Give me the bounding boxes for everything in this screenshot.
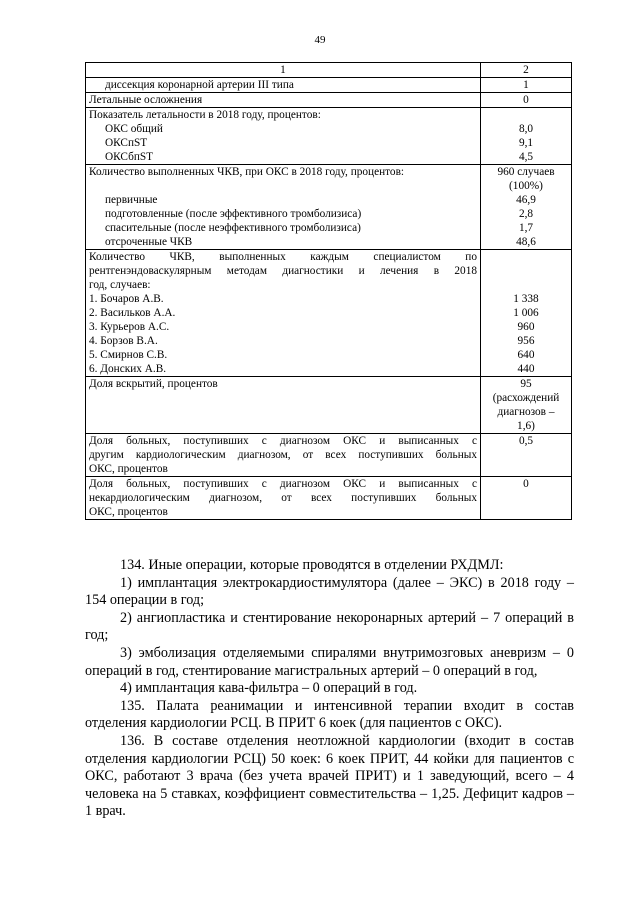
- row-value-line: 1 006: [513, 307, 539, 319]
- row-value-line: 95: [520, 378, 532, 390]
- row-label-line: спасительные (после неэффективного тромболизиса): [105, 222, 361, 234]
- row-label-line: отсроченные ЧКВ: [105, 236, 193, 248]
- row-label: [86, 165, 481, 250]
- row-label-line: Доля больных, поступивших с диагнозом ОКС и выписанных с: [89, 435, 477, 447]
- row-value: [481, 165, 572, 250]
- table-row: [86, 377, 572, 434]
- page-number: 49: [314, 34, 326, 46]
- paragraph: 134. Иные операции, которые проводятся в отделении РХДМЛ:: [120, 557, 504, 573]
- row-value-line: 8,0: [518, 123, 534, 135]
- body-text: [85, 557, 574, 821]
- row-label-line: первичные: [105, 194, 158, 206]
- row-value-line: 960: [517, 321, 535, 333]
- row-value-line: 48,6: [516, 236, 536, 248]
- row-value: [481, 434, 572, 477]
- row-label: [86, 477, 481, 520]
- table-row: [86, 93, 572, 108]
- row-value-line: 960 случаев: [497, 166, 555, 178]
- column-header-1: 1: [86, 63, 481, 78]
- row-value-line: 440: [517, 363, 535, 375]
- row-label-line: Показатель летальности в 2018 году, процентов:: [89, 109, 321, 121]
- table-row: [86, 165, 572, 250]
- row-value-line: 0: [523, 94, 529, 106]
- table-row: [86, 250, 572, 377]
- row-label-line: диссекция коронарной артерии III типа: [105, 79, 294, 91]
- paragraph: 2) ангиопластика и стентирование некоронарных артерий – 7 операций в год;: [85, 609, 574, 644]
- paragraph: 4) имплантация кава-фильтра – 0 операций в год.: [120, 680, 418, 697]
- row-value-line: диагнозов –: [497, 406, 555, 418]
- row-value-line: 956: [517, 335, 535, 347]
- row-value: [481, 250, 572, 377]
- row-label-line: другим кардиологическим диагнозом, от всех поступивших больных: [89, 449, 477, 461]
- row-label: [86, 93, 481, 108]
- row-label: [86, 108, 481, 165]
- row-value-line: [482, 278, 570, 292]
- row-label-line: 5. Смирнов С.В.: [89, 349, 168, 361]
- column-header-2: 2: [481, 63, 572, 78]
- row-value-line: 640: [517, 349, 535, 361]
- paragraph: 136. В составе отделения неотложной кардиологии (входит в состав отделения кардиологии РСЦ) 50 коек: 6 коек ПРИТ, 44 койки для пациентов с ОКС, работают 3 врача (без учета врачей ПРИТ) и 1 заведующий, всего – 4 человека на 5 ставках, коэффициент совместительства – 1,25. Дефицит кадров – 1 врач.: [85, 732, 574, 820]
- row-label-line: 6. Донских А.В.: [89, 363, 167, 375]
- row-label-line: рентгенэндоваскулярным методам диагностики и лечения в 2018: [89, 265, 477, 277]
- row-value-line: 0,5: [518, 435, 534, 447]
- row-value: [481, 477, 572, 520]
- row-label-line: некардиологическим диагнозом, от всех поступивших больных: [89, 492, 477, 504]
- row-value-line: 9,1: [518, 137, 534, 149]
- table-row: [86, 434, 572, 477]
- row-label-line: Доля вскрытий, процентов: [89, 378, 218, 390]
- row-value: [481, 78, 572, 93]
- row-label-line: 3. Курьеров А.С.: [89, 321, 170, 333]
- row-value-line: [482, 250, 570, 264]
- row-label: [86, 250, 481, 377]
- row-value-line: 1,6): [517, 420, 535, 432]
- paragraph: 3) эмболизация отделяемыми спиралями внутримозговых аневризм – 0 операций в год, стентирование магистральных артерий – 0 операций в год,: [85, 644, 574, 679]
- paragraph: 135. Палата реанимации и интенсивной терапии входит в состав отделения кардиологии РСЦ. В ПРИТ 6 коек (для пациентов с ОКС).: [85, 697, 574, 732]
- table-header-row: [86, 63, 572, 78]
- row-label-line: ОКС, процентов: [89, 506, 168, 518]
- row-value-line: 1: [523, 79, 529, 91]
- table-row: [86, 108, 572, 165]
- row-label-line: Количество ЧКВ, выполненных каждым специалистом по: [89, 251, 477, 263]
- row-value-line: [482, 264, 570, 278]
- table-row: [86, 78, 572, 93]
- row-label: [86, 78, 481, 93]
- row-label-line: [89, 179, 477, 193]
- row-label-line: ОКСбпST: [105, 151, 154, 163]
- row-label-line: 1. Бочаров А.В.: [89, 293, 164, 305]
- row-label-line: Летальные осложнения: [89, 94, 203, 106]
- row-label: [86, 377, 481, 434]
- row-value: [481, 108, 572, 165]
- row-label-line: подготовленные (после эффективного тромболизиса): [105, 208, 362, 220]
- row-label-line: 4. Борзов В.А.: [89, 335, 158, 347]
- data-table: [85, 62, 572, 520]
- row-value-line: 2,8: [518, 208, 534, 220]
- row-value-line: 46,9: [516, 194, 536, 206]
- row-value-line: 1,7: [518, 222, 534, 234]
- row-label-line: ОКСпST: [105, 137, 148, 149]
- row-value: [481, 377, 572, 434]
- row-value-line: 1 338: [513, 293, 539, 305]
- row-value: [481, 93, 572, 108]
- row-label: [86, 434, 481, 477]
- row-label-line: Доля больных, поступивших с диагнозом ОКС и выписанных с: [89, 478, 477, 490]
- row-value-line: 0: [523, 478, 529, 490]
- row-value-line: [482, 108, 570, 122]
- table-row: [86, 477, 572, 520]
- row-value-line: (расхождений: [492, 392, 560, 404]
- row-label-line: ОКС общий: [105, 123, 163, 135]
- row-value-line: (100%): [509, 180, 543, 192]
- row-label-line: 2. Васильков А.А.: [89, 307, 176, 319]
- row-label-line: Количество выполненных ЧКВ, при ОКС в 2018 году, процентов:: [89, 166, 405, 178]
- paragraph: 1) имплантация электрокардиостимулятора (далее – ЭКС) в 2018 году – 154 операции в год;: [85, 574, 574, 609]
- row-value-line: 4,5: [518, 151, 534, 163]
- row-label-line: ОКС, процентов: [89, 463, 168, 475]
- row-label-line: год, случаев:: [89, 279, 151, 291]
